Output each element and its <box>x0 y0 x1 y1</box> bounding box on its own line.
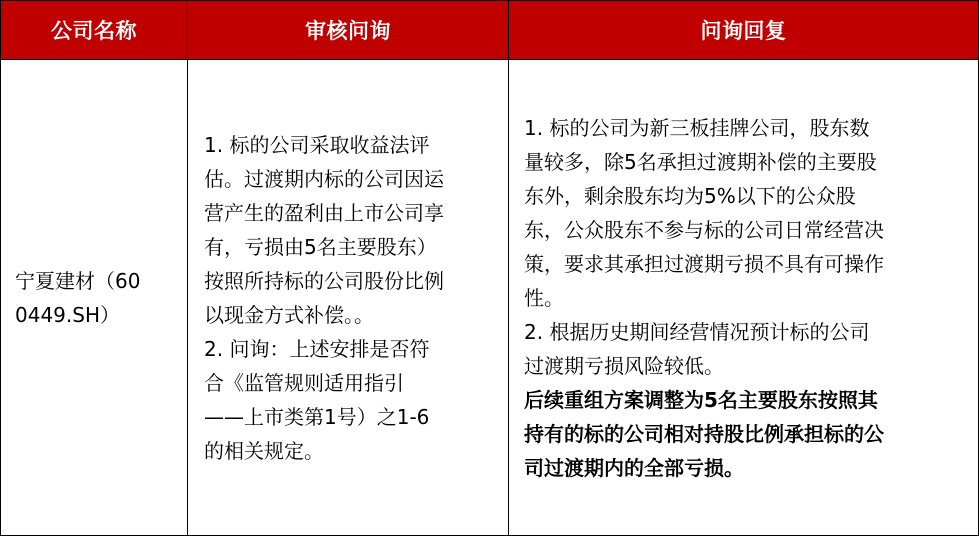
review-line: 营产生的盈利由上市公司享 <box>204 200 444 225</box>
company-line: 0449.SH） <box>15 302 120 327</box>
header-review-inquiry: 审核问询 <box>188 1 509 60</box>
review-line: 以现金方式补偿。。 <box>204 302 374 327</box>
review-line: 2. 问询：上述安排是否符 <box>204 336 430 361</box>
reply-bold-line: 后续重组方案调整为5名主要股东按照其 <box>524 387 878 412</box>
review-line: 的相关规定。 <box>204 438 324 463</box>
reply-bold-line: 持有的标的公司相对持股比例承担标的公 <box>524 421 884 446</box>
reply-line: 性。 <box>524 285 564 310</box>
header-row <box>1 1 979 60</box>
table-row <box>1 60 979 536</box>
reply-line: 东，公众股东不参与标的公司日常经营决 <box>524 217 884 242</box>
reply-line: 量较多，除5名承担过渡期补偿的主要股 <box>524 149 877 174</box>
reply-line: 2. 根据历史期间经营情况预计标的公司 <box>524 319 870 344</box>
review-cell <box>188 60 509 536</box>
review-line: 合《监管规则适用指引 <box>204 370 404 395</box>
company-line: 宁夏建材（60 <box>15 268 141 293</box>
header-inquiry-reply: 问询回复 <box>509 1 979 60</box>
reply-line: 东外，剩余股东均为5%以下的公众股 <box>524 183 856 208</box>
reply-bold-line: 司过渡期内的全部亏损。 <box>524 455 744 480</box>
review-line: ——上市类第1号）之1-6 <box>204 404 430 429</box>
reply-line: 策，要求其承担过渡期亏损不具有可操作 <box>524 251 884 276</box>
reply-line: 过渡期亏损风险较低。 <box>524 353 724 378</box>
review-line: 1. 标的公司采取收益法评 <box>204 132 430 157</box>
header-company-name: 公司名称 <box>1 1 188 60</box>
review-line: 有，亏损由5名主要股东） <box>204 234 437 259</box>
review-line: 估。过渡期内标的公司因运 <box>204 166 444 191</box>
company-cell <box>1 60 188 536</box>
review-line: 按照所持标的公司股份比例 <box>204 268 444 293</box>
reply-cell <box>509 60 979 536</box>
reply-line: 1. 标的公司为新三板挂牌公司，股东数 <box>524 115 870 140</box>
